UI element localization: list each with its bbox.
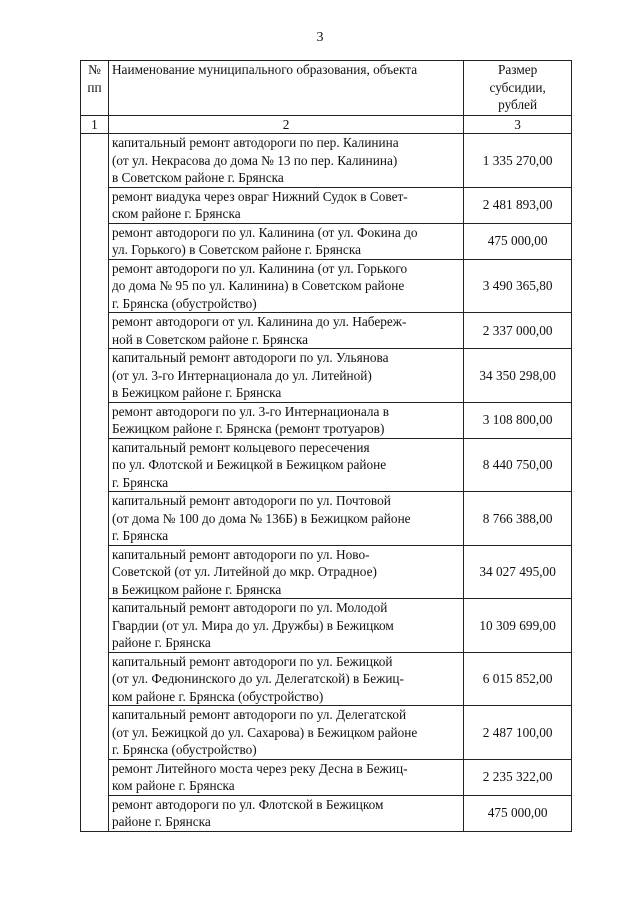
object-name-line: до дома № 95 по ул. Калинина) в Советском районе bbox=[111, 278, 405, 293]
object-name bbox=[108, 759, 463, 795]
object-name bbox=[108, 349, 463, 403]
object-name-line: районе г. Брянска bbox=[111, 635, 211, 650]
subsidy-amount: 2 481 893,00 bbox=[464, 187, 572, 223]
object-name-line: ремонт автодороги по ул. 3-го Интернационала в bbox=[111, 403, 390, 419]
column-index: 3 bbox=[464, 116, 572, 134]
row-number bbox=[81, 652, 109, 706]
object-name-line: ком районе г. Брянска (обустройство) bbox=[111, 688, 324, 704]
object-name-line: в Советском районе г. Брянска bbox=[111, 170, 284, 185]
object-name-line: капитальный ремонт автодороги по ул. Бежицкой bbox=[111, 653, 393, 669]
row-number bbox=[81, 795, 109, 831]
subsidy-amount: 10 309 699,00 bbox=[464, 599, 572, 653]
subsidy-table bbox=[80, 60, 572, 832]
column-index: 1 bbox=[81, 116, 109, 134]
row-number bbox=[81, 402, 109, 438]
header-amount bbox=[464, 61, 572, 116]
subsidy-amount: 3 108 800,00 bbox=[464, 402, 572, 438]
object-name-line: Гвардии (от ул. Мира до ул. Дружбы) в Бежицком bbox=[111, 617, 394, 633]
object-name-line: в Бежицком районе г. Брянска bbox=[111, 385, 282, 400]
row-number bbox=[81, 134, 109, 188]
subsidy-amount: 34 027 495,00 bbox=[464, 545, 572, 599]
object-name-line: г. Брянска bbox=[111, 528, 169, 543]
subsidy-amount: 2 235 322,00 bbox=[464, 759, 572, 795]
object-name bbox=[108, 259, 463, 313]
object-name-line: ремонт автодороги от ул. Калинина до ул. Набереж- bbox=[111, 314, 407, 329]
object-name-line: капитальный ремонт автодороги по ул. Почтовой bbox=[111, 493, 391, 508]
table-row bbox=[81, 492, 572, 546]
object-name-line: ремонт автодороги по ул. Флотской в Бежицком bbox=[111, 796, 384, 812]
row-number bbox=[81, 313, 109, 349]
row-number bbox=[81, 259, 109, 313]
table-row bbox=[81, 313, 572, 349]
object-name-line: ремонт виадука через овраг Нижний Судок в Совет- bbox=[111, 188, 408, 204]
object-name bbox=[108, 313, 463, 349]
subsidy-amount: 1 335 270,00 bbox=[464, 134, 572, 188]
table-row bbox=[81, 134, 572, 188]
row-number bbox=[81, 187, 109, 223]
row-number bbox=[81, 706, 109, 760]
object-name-line: (от дома № 100 до дома № 136Б) в Бежицком районе bbox=[111, 510, 411, 526]
object-name-line: ной в Советском районе г. Брянска bbox=[111, 331, 309, 347]
object-name-line: (от ул. 3-го Интернационала до ул. Литейной) bbox=[111, 367, 372, 383]
object-name-line: г. Брянска (обустройство) bbox=[111, 742, 257, 757]
page-number: 3 bbox=[316, 30, 324, 45]
table-row bbox=[81, 706, 572, 760]
table-row bbox=[81, 187, 572, 223]
object-name-line: Советской (от ул. Литейной до мкр. Отрадное) bbox=[111, 564, 377, 579]
table-row bbox=[81, 438, 572, 492]
header-number-line: № bbox=[88, 62, 101, 77]
row-number bbox=[81, 438, 109, 492]
table-row bbox=[81, 759, 572, 795]
subsidy-amount: 475 000,00 bbox=[464, 795, 572, 831]
subsidy-amount: 2 487 100,00 bbox=[464, 706, 572, 760]
subsidy-amount: 8 766 388,00 bbox=[464, 492, 572, 546]
subsidy-amount: 3 490 365,80 bbox=[464, 259, 572, 313]
object-name-line: ремонт автодороги по ул. Калинина (от ул. Горького bbox=[111, 260, 408, 276]
object-name-line: капитальный ремонт автодороги по ул. Делегатской bbox=[111, 707, 407, 722]
table-row bbox=[81, 795, 572, 831]
table-body bbox=[81, 134, 572, 832]
row-number bbox=[81, 599, 109, 653]
object-name-line: капитальный ремонт автодороги по ул. Молодой bbox=[111, 600, 388, 615]
table-row bbox=[81, 402, 572, 438]
object-name-line: капитальный ремонт автодороги по ул. Ново- bbox=[111, 546, 370, 562]
table-row bbox=[81, 545, 572, 599]
object-name bbox=[108, 402, 463, 438]
subsidy-amount: 6 015 852,00 bbox=[464, 652, 572, 706]
row-number bbox=[81, 759, 109, 795]
object-name-line: капитальный ремонт автодороги по ул. Ульянова bbox=[111, 350, 389, 365]
object-name bbox=[108, 545, 463, 599]
object-name-line: (от ул. Некрасова до дома № 13 по пер. Калинина) bbox=[111, 152, 398, 168]
object-name-line: ремонт автодороги по ул. Калинина (от ул. Фокина до bbox=[111, 224, 418, 240]
header-number bbox=[81, 61, 109, 116]
header-amount-line: Размер bbox=[497, 62, 538, 77]
object-name-line: г. Брянска (обустройство) bbox=[111, 295, 257, 311]
header-number-line: пп bbox=[87, 79, 102, 95]
object-name bbox=[108, 795, 463, 831]
object-name-line: капитальный ремонт кольцевого пересечения bbox=[111, 439, 370, 455]
table-row bbox=[81, 223, 572, 259]
column-index-row bbox=[81, 116, 572, 134]
subsidy-amount: 8 440 750,00 bbox=[464, 438, 572, 492]
object-name-line: ремонт Литейного моста через реку Десна в Бежиц- bbox=[111, 760, 408, 776]
object-name bbox=[108, 492, 463, 546]
header-name: Наименование муниципального образования, объекта bbox=[108, 61, 463, 116]
header-amount-line: рублей bbox=[498, 97, 538, 112]
object-name-line: капитальный ремонт автодороги по пер. Калинина bbox=[111, 135, 399, 150]
object-name-line: (от ул. Бежицкой до ул. Сахарова) в Бежицком районе bbox=[111, 724, 418, 740]
object-name bbox=[108, 187, 463, 223]
object-name-line: Бежицком районе г. Брянска (ремонт тротуаров) bbox=[111, 421, 385, 436]
object-name bbox=[108, 599, 463, 653]
object-name-line: ском районе г. Брянска bbox=[111, 206, 241, 221]
header-amount-line: субсидии, bbox=[489, 79, 546, 95]
object-name bbox=[108, 652, 463, 706]
object-name-line: г. Брянска bbox=[111, 474, 169, 490]
object-name bbox=[108, 706, 463, 760]
object-name-line: районе г. Брянска bbox=[111, 814, 211, 829]
column-index: 2 bbox=[108, 116, 463, 134]
row-number bbox=[81, 349, 109, 403]
object-name bbox=[108, 134, 463, 188]
object-name bbox=[108, 438, 463, 492]
object-name-line: ком районе г. Брянска bbox=[111, 778, 235, 793]
row-number bbox=[81, 492, 109, 546]
object-name bbox=[108, 223, 463, 259]
header-row bbox=[81, 61, 572, 116]
table-row bbox=[81, 349, 572, 403]
subsidy-amount: 475 000,00 bbox=[464, 223, 572, 259]
object-name-line: (от ул. Федюнинского до ул. Делегатской) в Бежиц- bbox=[111, 671, 404, 686]
subsidy-amount: 34 350 298,00 bbox=[464, 349, 572, 403]
subsidy-amount: 2 337 000,00 bbox=[464, 313, 572, 349]
object-name-line: по ул. Флотской и Бежицкой в Бежицком районе bbox=[111, 457, 387, 472]
object-name-line: в Бежицком районе г. Брянска bbox=[111, 581, 282, 597]
table-row bbox=[81, 259, 572, 313]
table-row bbox=[81, 599, 572, 653]
row-number bbox=[81, 223, 109, 259]
row-number bbox=[81, 545, 109, 599]
object-name-line: ул. Горького) в Советском районе г. Брянска bbox=[111, 242, 361, 257]
table-row bbox=[81, 652, 572, 706]
